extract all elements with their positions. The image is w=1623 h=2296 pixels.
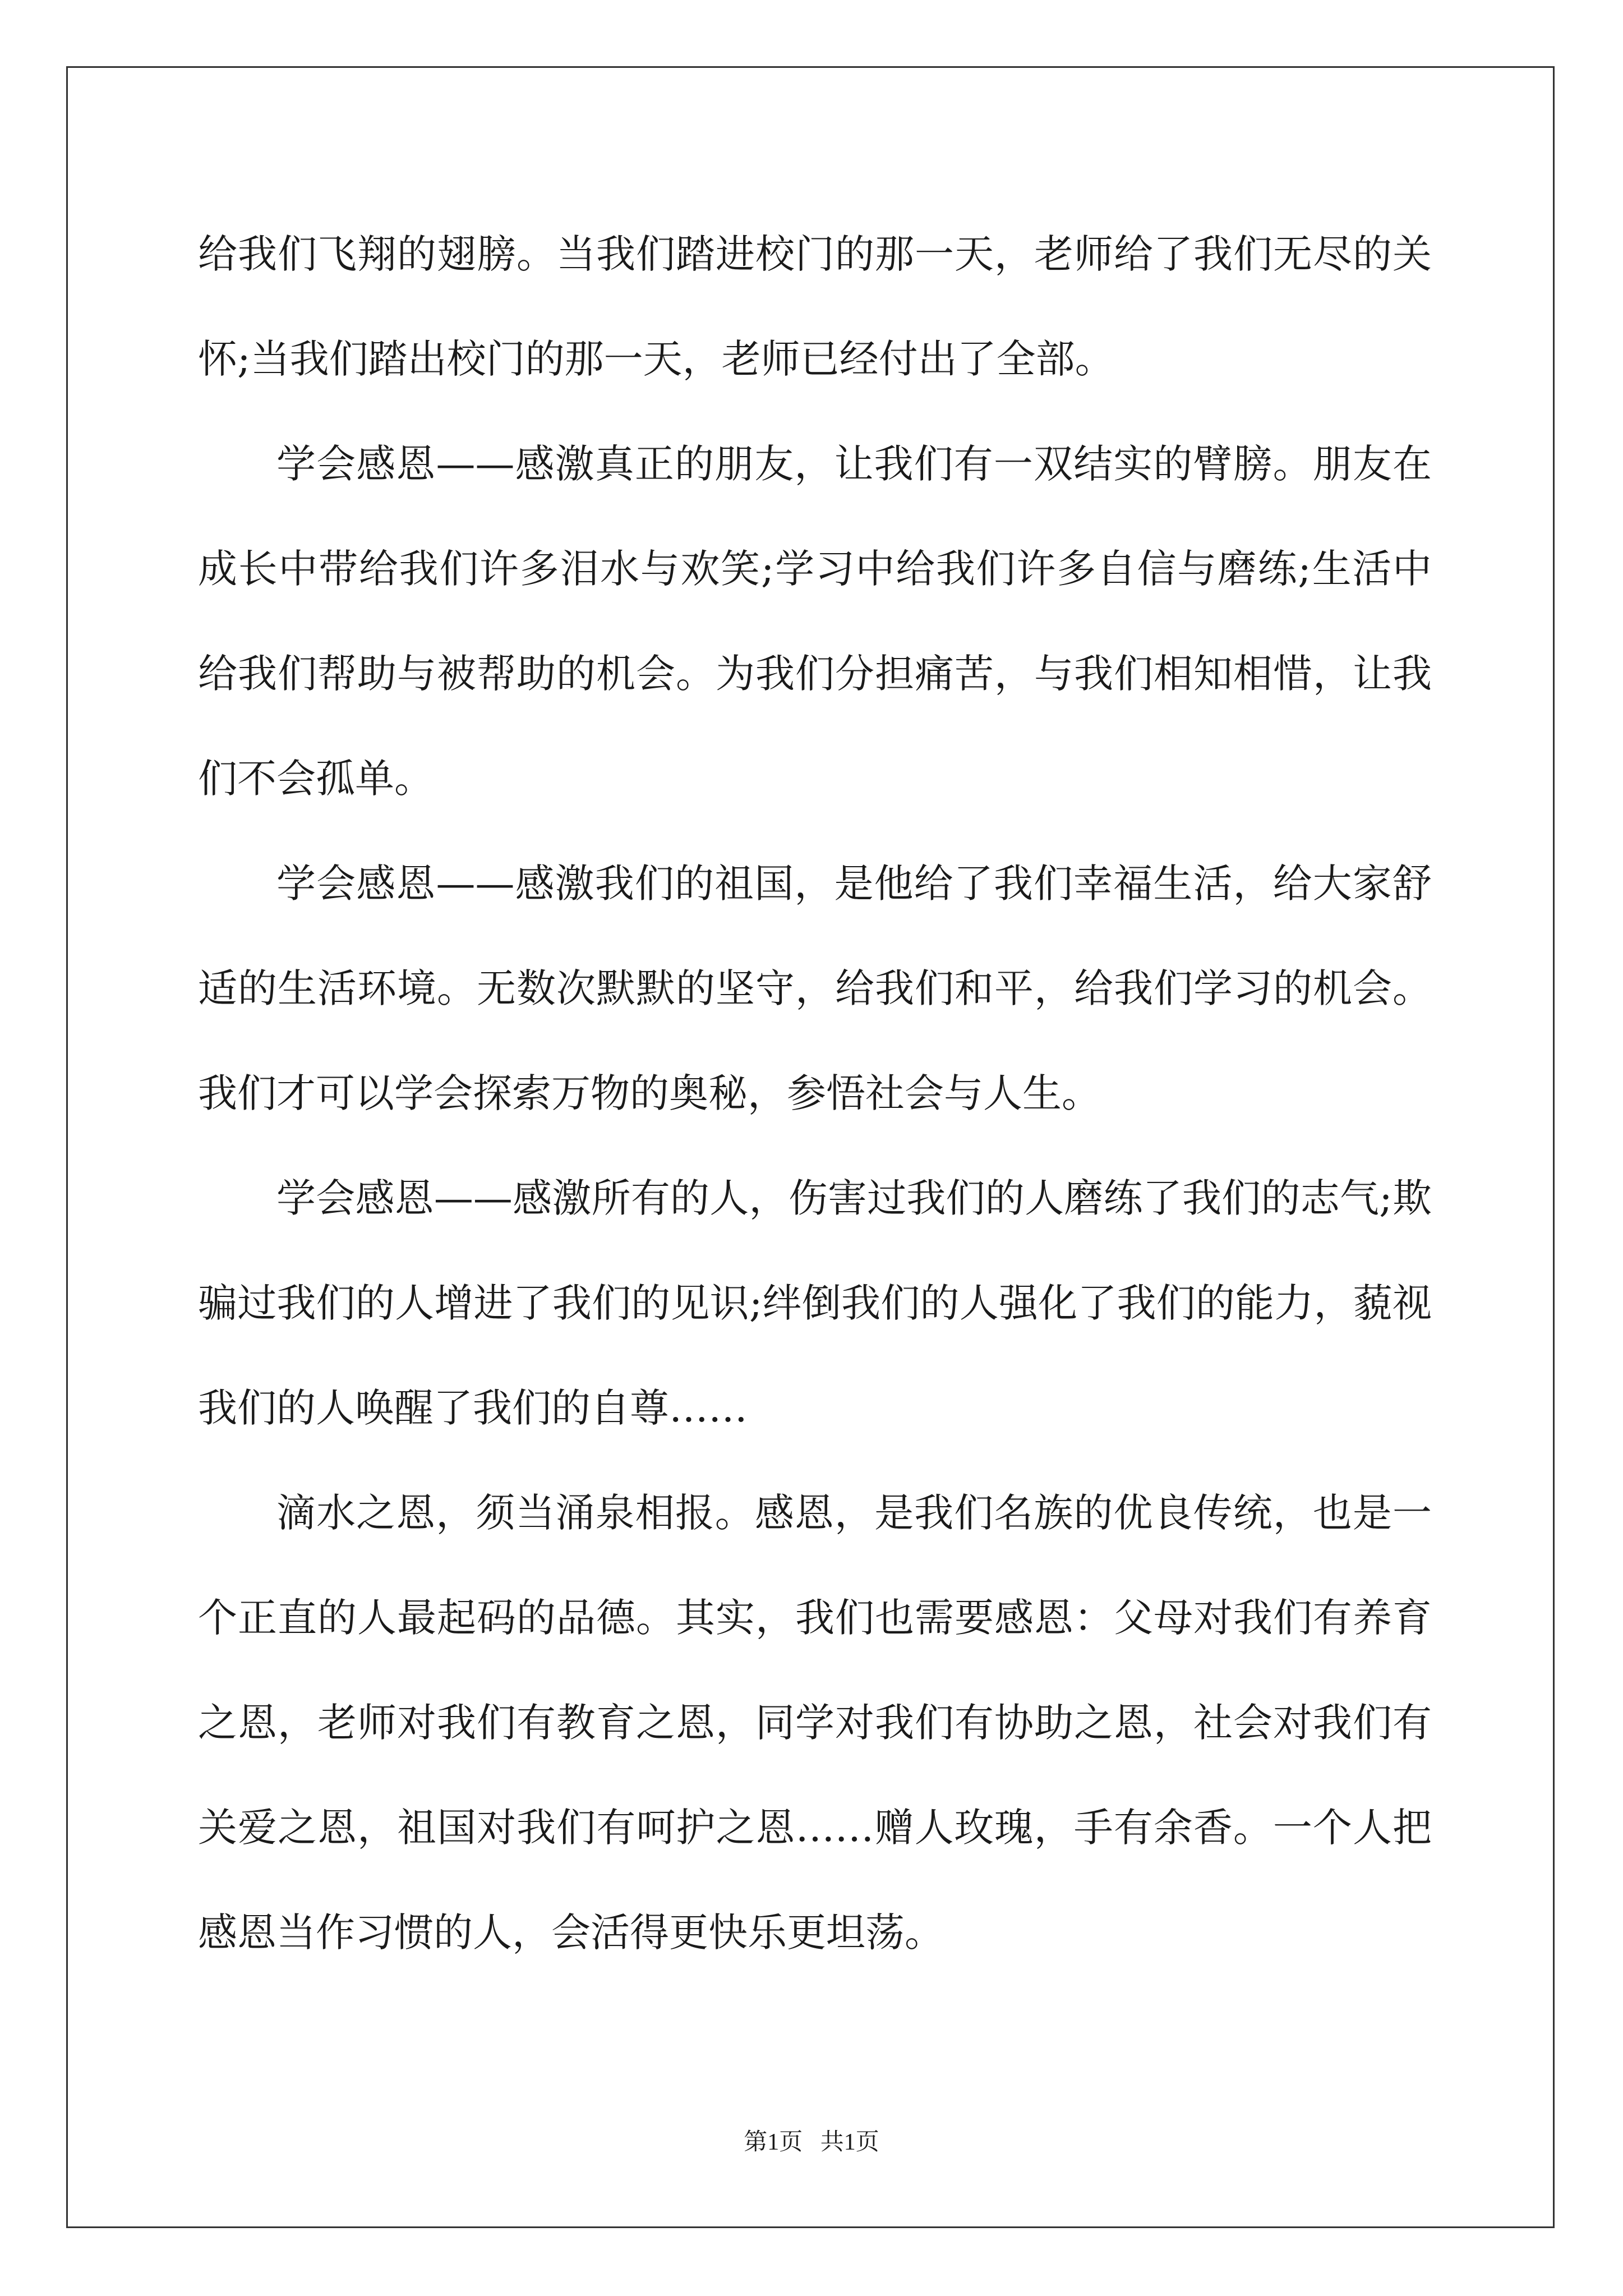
paragraph-5: 滴水之恩，须当涌泉相报。感恩，是我们名族的优良传统，也是一个正直的人最起码的品德。其实，我们也需要感恩：父母对我们有养育之恩，老师对我们有教育之恩，同学对我们有协助之恩，社会对我们有关爱之恩，祖国对我们有呵护之恩……赠人玫瑰，手有余香。一个人把感恩当作习惯的人，会活得更快乐更坦荡。 <box>198 1490 1432 1955</box>
paragraph-4: 学会感恩——感激所有的人，伤害过我们的人磨练了我们的志气;欺骗过我们的人增进了我们的见识;绊倒我们的人强化了我们的能力，藐视我们的人唤醒了我们的自尊…… <box>198 1175 1432 1431</box>
document-body <box>198 202 1432 1985</box>
paragraph-3: 学会感恩——感激我们的祖国，是他给了我们幸福生活，给大家舒适的生活环境。无数次默默的坚守，给我们和平，给我们学习的机会。我们才可以学会探索万物的奥秘，参悟社会与人生。 <box>198 861 1432 1116</box>
paragraph-2: 学会感恩——感激真正的朋友，让我们有一双结实的臂膀。朋友在成长中带给我们许多泪水与欢笑;学习中给我们许多自信与磨练;生活中给我们帮助与被帮助的机会。为我们分担痛苦，与我们相知相惜，让我们不会孤单。 <box>198 441 1432 802</box>
paragraph-1: 给我们飞翔的翅膀。当我们踏进校门的那一天，老师给了我们无尽的关怀;当我们踏出校门的那一天，老师已经付出了全部。 <box>198 231 1432 382</box>
page-footer: 第1页 共1页 <box>744 2129 879 2155</box>
